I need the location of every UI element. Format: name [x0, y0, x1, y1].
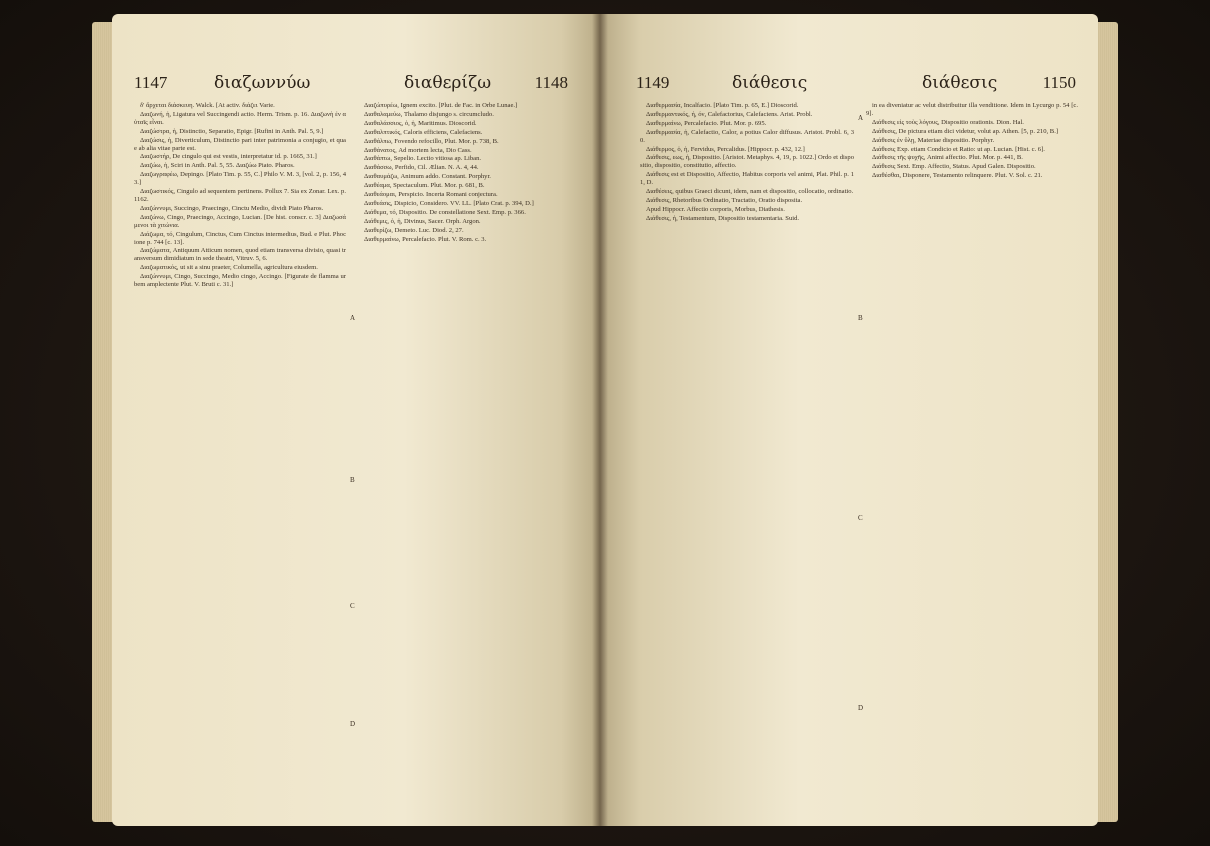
dictionary-entry: Διαθέαμα, Spectaculum. Plut. Mor. p. 681, B.: [364, 182, 485, 190]
page-number: 1149: [636, 73, 670, 92]
dictionary-entry: Διαζώσις, ἡ, Diverticulum, Distinctio pari inter patrimonia a conjugio, et quae ab alia vitae parte est.: [134, 136, 346, 152]
dictionary-entry: Διαθερμαντικός, ή, όν, Calefactorius, Calefaciens. Arist. Probl.: [646, 110, 813, 118]
dictionary-entry: Διαζώννυμι, Cingo, Succingo, Medio cingo, Accingo. [Figurate de flamma urbem amplectente Plut. V. Bruti c. 31.]: [134, 273, 346, 289]
dictionary-entry: Διαθαλπτικός, Caloris efficiens, Calefaciens.: [364, 128, 483, 136]
dictionary-entry: Διάθεμις, ὁ, ἡ, Divinus, Sacer. Orph. Argon.: [364, 217, 481, 225]
page-number: 1148: [534, 73, 568, 92]
dictionary-entry: Διαθάνατος, Ad mortem lecta, Dio Cass.: [364, 146, 472, 154]
dictionary-entry: Διαζώματα, Antiquum Atticum nomen, quod etiam transversa divisio, quasi transversum dimidiatum in sede theatri, Vitruv. 5, 6.: [134, 247, 346, 263]
dictionary-entry: Διάζωμα, τό, Cingulum, Cinctus, Cum Cinctus intermedius, Bud. e Plut. Phocione p. 744 [c. 13].: [134, 230, 346, 246]
left-page-columns: [134, 102, 578, 804]
dictionary-entry: Διάθεσις, Rhetoribus Ordinatio, Tractatio, Oratio disposita.: [646, 196, 803, 204]
dictionary-entry: in ea diveniatur ac velut distribuitur illa venditione. Idem in Lycurgo p. 54 [c. 9].: [866, 102, 1078, 117]
dictionary-entry: Διαθέσεις, quibus Graeci dicunt, idem, nam et dispositio, collocatio, ordinatio.: [646, 188, 854, 196]
page-number: 1147: [134, 73, 168, 92]
dictionary-entry: Διαθαλάσσιος, ὁ, ἡ, Maritimus. Dioscorid.: [364, 119, 477, 127]
dictionary-entry: Διάθεσις εἰς τοὺς λόγους, Dispositio orationis. Dion. Hal.: [872, 118, 1024, 126]
dictionary-entry: Διαθερμαίνω, Percalefacio. Plut. V. Rom. c. 3.: [364, 235, 487, 243]
margin-letter: D: [350, 720, 356, 728]
text-column: [134, 102, 346, 804]
right-page-header: [622, 70, 1076, 96]
dictionary-entry: Διάθεμα, τό, Dispositio. De constellatione Sext. Emp. p. 366.: [364, 208, 526, 216]
dictionary-entry: Διαζωνή, ἡ, Ligatura vel Succingendi actio. Herm. Trism. p. 16. Διαζωνὴ ἐν αὐταῖς εἶναι.: [134, 110, 346, 126]
text-column: [358, 102, 572, 804]
margin-letter: A: [858, 114, 864, 122]
dictionary-entry: Διαθάσσω, Perfido, Cil. Ælian. N. A. 4, 44.: [364, 164, 479, 172]
running-headword: διάθεσις: [922, 73, 998, 93]
dictionary-entry: Διάθεσις, εως, ἡ, Dispositio. [Aristot. Metaphys. 4, 19, p. 1022.] Ordo et dispositio, dispositio, constitutio, affectio.: [640, 154, 854, 170]
right-page: [600, 14, 1098, 826]
text-column: [640, 102, 854, 804]
dictionary-entry: Διάθερμος, ὁ, ἡ, Fervidus, Percalidus. [Hippocr. p. 432, 12.]: [646, 145, 805, 153]
dictionary-entry: Διάθεσις Exp. etiam Condicio et Ratio: ut ap. Lucian. [Hist. c. 6].: [872, 145, 1045, 153]
dictionary-entry: Διαζώω, ἡ, Sciri in Anth. Pal. 5, 55. Διαζώω Piato. Pharos.: [140, 162, 295, 170]
right-page-columns: [622, 102, 1076, 804]
dictionary-entry: Διαζωγραφέω, Depingo. [Plato Tim. p. 55, C.] Philo V. M. 3, [vol. 2, p. 156, 43.]: [134, 171, 346, 187]
page-edges-left: [92, 22, 114, 822]
margin-letter: C: [858, 514, 863, 522]
margin-letter: A: [350, 314, 356, 322]
dictionary-entry: Διαθέσθαι, Disponere, Testamento relinquere. Plut. V. Sol. c. 21.: [872, 172, 1043, 180]
dictionary-entry: Διαζώννυμι, Succingo, Praecingo, Cinctu Medio, dividi Piato Pharos.: [140, 204, 324, 212]
dictionary-entry: Διάθεσις, ἡ, Testamentum, Dispositio testamentaria. Suid.: [646, 214, 800, 222]
dictionary-entry: Διαζώνω, Cingo, Praecingo, Accingo, Lucian. [De hist. conscr. c. 3] Διαζωσάμενοι τὰ χιτώνια.: [134, 213, 346, 229]
dictionary-entry: Διάθεσις Sext. Emp. Affectio, Status. Apud Galen. Dispositio.: [872, 163, 1036, 171]
left-page: [112, 14, 600, 826]
running-headword: διαθερίζω: [404, 73, 492, 93]
margin-letter: D: [858, 704, 864, 712]
margin-letter: B: [858, 314, 863, 322]
running-headword: διαζωννύω: [214, 73, 311, 93]
dictionary-entry: Διαθερμασία, ἡ, Calefactio, Calor, a potius Calor diffusus. Aristot. Probl. 6, 30.: [640, 128, 854, 144]
book-gutter: [592, 14, 608, 826]
running-headword: διάθεσις: [732, 73, 808, 93]
margin-letter: B: [350, 476, 355, 484]
dictionary-entry: Διαθαλαμεύω, Thalamo disjungo s. circumcludo.: [364, 110, 494, 118]
dictionary-entry: Διαθερμαίνω, Percalefacio. Plut. Mor. p. 695.: [646, 119, 767, 127]
dictionary-entry: Διαζωστικός, Cingulo ad sequentem pertinens. Pollux 7. Sia ex Zonar. Lex. p. 1162.: [134, 188, 346, 203]
dictionary-entry: Διαζωματικός, ut sit a sinu praeter, Columella, agricultura eiusdem.: [140, 264, 318, 272]
page-edges-right: [1096, 22, 1118, 822]
left-page-header: [134, 70, 578, 96]
dictionary-entry: Διάθεσις ἐν ὕλῃ, Materiae dispositio. Porphyr.: [872, 136, 995, 144]
dictionary-entry: Διάθεσις, De pictura etiam dici videtur, volut ap. Athen. [5, p. 210, B.]: [872, 127, 1059, 135]
dictionary-entry: Διαθάπτω, Sepelio. Lectio vitiosa ap. Liban.: [364, 155, 482, 163]
dictionary-entry: Διαθερμασία, Incalfacio. [Plato Tim. p. 65, E.] Dioscorid.: [646, 102, 799, 109]
dictionary-entry: Διαθεάσις, Dispicio, Considero. VV. LL. [Plato Crat. p. 394, D.]: [364, 199, 534, 207]
dictionary-entry: Διαζώπυρέω, Ignem excito. [Plut. de Fac. in Orbe Lunae.]: [364, 102, 518, 109]
margin-letter: C: [350, 602, 355, 610]
dictionary-entry: Διαθεάομαι, Perspicio. Incerta Romani conjectura.: [364, 191, 498, 199]
dictionary-entry: Διάθεσις τῆς ψυχῆς, Animi affectio. Plut. Mor. p. 441, B.: [872, 154, 1023, 162]
dictionary-entry: Διαθαυμάζω, Animum addo. Constant. Porphyr.: [364, 173, 491, 181]
dictionary-entry: Apud Hippocr. Affectio corporis, Morbus, Diathesis.: [646, 205, 785, 213]
dictionary-entry: Διάθεσις est et Dispositio, Affectio, Habitus corporis vel animi, Plat. Phil. p. 11, D.: [640, 171, 854, 187]
page-number: 1150: [1042, 73, 1076, 92]
dictionary-entry: δ' ἄρχεται διάσκευη. Walck. [At activ. διάζει Varie.: [140, 102, 275, 109]
dictionary-entry: Διαθάλπω, Fovendo refocillo, Plut. Mor. p. 738, B.: [364, 137, 499, 145]
dictionary-entry: Διαζωστήρ, De cingulo qui est vestis, interpretatur id. p. 1665, 31.]: [140, 153, 317, 161]
dictionary-entry: Διαζώστρα, ἡ, Distinctio, Separatio, Epigr. [Rufini in Anth. Pal. 5, 9.]: [140, 127, 324, 135]
dictionary-entry: Διαθερίζω, Demeto. Luc. Diod. 2, 27.: [364, 226, 464, 234]
text-column: [866, 102, 1078, 804]
